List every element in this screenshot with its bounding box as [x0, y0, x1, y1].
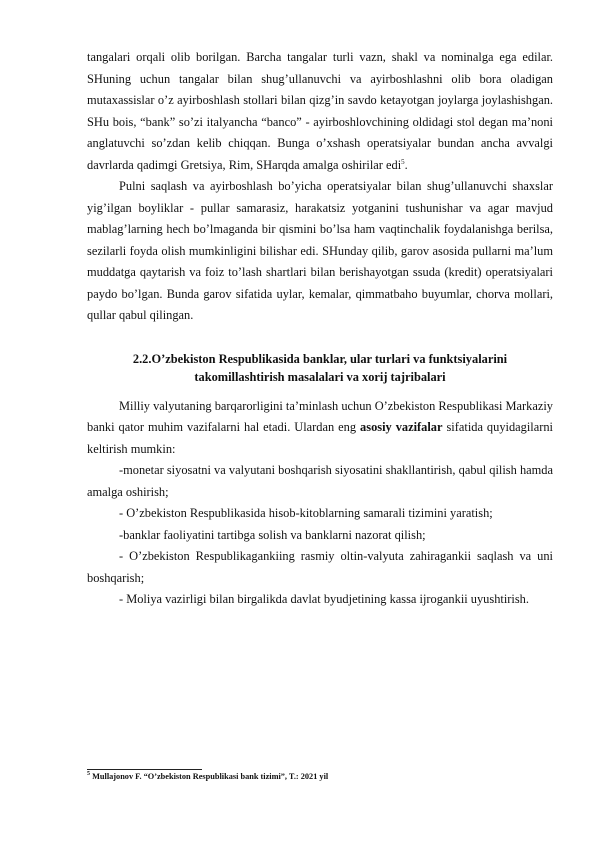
- bold-term: asosiy vazifalar: [360, 420, 443, 434]
- list-item: - O’zbekiston Respublikagankiing rasmiy oltin-valyuta zahiragankii saqlash va uni boshqarish;: [87, 549, 553, 585]
- section-heading-line-2: takomillashtirish masalalari va xorij tajribalari: [194, 369, 446, 384]
- section-heading: [87, 350, 553, 386]
- footnote-text: Mullajonov F. “O’zbekiston Respublikasi bank tizimi”, T.: 2021 yil: [90, 772, 329, 781]
- footnote-number: 5: [87, 771, 90, 778]
- list-item: - O’zbekiston Respublikasida hisob-kitoblarning samarali tizimini yaratish;: [119, 506, 493, 520]
- paragraph-central-bank-tasks: Milliy valyutaning barqarorligini ta’minlash uchun O’zbekiston Respublikasi Markaziy banki qator muhim vazifalarni hal etadi. Ulardan eng asosiy vazifalar sifatida quyidagilarni keltirish mumkin:: [87, 398, 554, 456]
- list-item: -banklar faoliyatini tartibga solish va banklarni nazorat qilish;: [119, 527, 426, 542]
- list-item: -monetar siyosatni va valyutani boshqarish siyosatini shakllantirish, qabul qilish hamda amalga oshirish;: [87, 463, 553, 499]
- footnote-ref[interactable]: 5: [401, 157, 405, 166]
- paragraph-history-of-banks: tangalari orqali olib borilgan. Barcha tangalar turli vazn, shakl va nominalga ega edilar. SHuning uchun tangalar bilan shug’ullanuvchi va ayirboshlashni olib bora oladigan mutaxassislar o’z ayirboshlash stollari bilan qizg’in savdo ketayotgan joylarga joylashishgan. SHu bois, “bank” so’zi italyancha “banco” - ayirboshlovchining oldidagi stol degan ma’noni anglatuvchi so’zdan kelib chiqqan. Bunga o’xshash operatsiyalar bundan ancha avvalgi davrlarda qadimgi Gretsiya, Rim, SHarqda amalga oshirilar edi$^5$.: [87, 50, 553, 172]
- footnote-divider: [87, 769, 202, 770]
- paragraph-credit-operations: Pulni saqlash va ayirboshlash bo’yicha operatsiyalar bilan shug’ullanuvchi shaxslar yig’ilgan boyliklar - pullar samarasiz, harakatsiz yotganini tushunishar va agar mavjud mablag’larning hech bo’lmaganda bir qismini bo’lsa ham vaqtinchalik foydalanishga berilsa, sezilarli foyda olish mumkinligini bilishar edi. SHunday qilib, garov asosida pullarni ma’lum muddatga qaytarish va foiz to’lash shartlari bilan berishayotgan ssuda (kredit) operatsiyalari paydo bo’lgan. Bunda garov sifatida uylar, kemalar, qimmatbaho buyumlar, chorva mollari, qullar qabul qilingan.: [87, 179, 553, 322]
- section-heading-line-1: 2.2.O’zbekiston Respublikasida banklar, ular turlari va funktsiyalarini: [132, 351, 508, 366]
- footnote: [87, 771, 553, 782]
- tasks-list: [87, 460, 553, 611]
- document-page: [87, 47, 553, 611]
- list-item: - Moliya vazirligi bilan birgalikda davlat byudjetining kassa ijrogankii uyushtirish.: [119, 592, 529, 606]
